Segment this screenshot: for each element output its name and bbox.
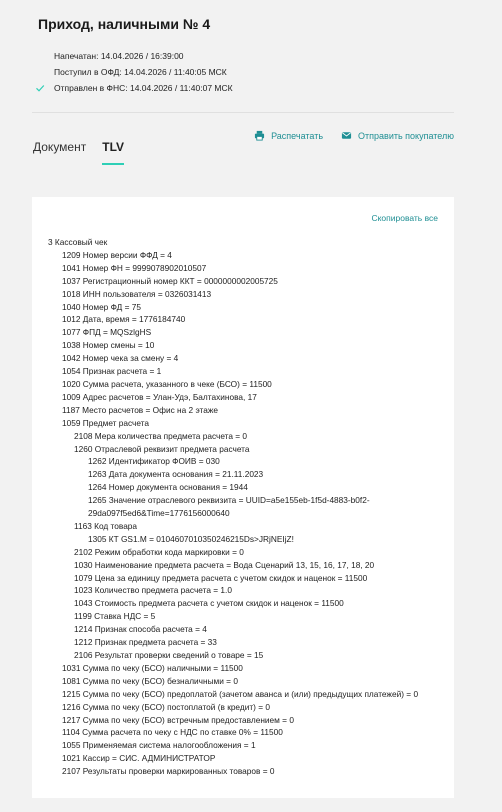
tlv-line: 1037 Регистрационный номер ККТ = 0000000002005725 [62,275,278,286]
print-label: Распечатать [271,130,324,141]
tlv-line: 1018 ИНН пользователя = 0326031413 [62,288,212,299]
tlv-line: 1042 Номер чека за смену = 4 [62,353,179,364]
tlv-line: 1187 Место расчетов = Офис на 2 этаже [62,404,218,415]
send-to-customer-button[interactable] [341,130,454,141]
actions-bar [254,130,454,141]
tlv-line: 1059 Предмет расчета [62,417,150,428]
tlv-line: 1217 Сумма по чеку (БСО) встречным предоставлением = 0 [62,714,294,725]
tlv-line: 2108 Мера количества предмета расчета = 0 [74,430,248,441]
tlv-line: 1104 Сумма расчета по чеку с НДС по ставке 0% = 11500 [62,727,283,738]
tlv-line: 1305 КТ GS1.M = 0104607010350246215Ds>JRjNEIjZ! [88,533,294,544]
tlv-line: 1212 Признак предмета расчета = 33 [74,637,217,648]
receipt-meta [54,50,233,98]
tlv-line: 2107 Результаты проверки маркированных товаров = 0 [62,766,275,777]
tlv-list [48,236,448,778]
tab-tlv[interactable]: TLV [102,140,124,165]
tlv-line: 1262 Идентификатор ФОИВ = 030 [88,456,220,467]
tlv-line: 1041 Номер ФН = 9999078902010507 [62,262,207,273]
tlv-line: 29da097f5ed6&Time=1776156000640 [88,508,230,519]
tlv-line: 1081 Сумма по чеку (БСО) безналичными = 0 [62,675,238,686]
tlv-line: 1163 Код товара [74,520,138,531]
tlv-line: 1038 Номер смены = 10 [62,340,155,351]
envelope-icon [341,130,352,141]
tlv-line: 1012 Дата, время = 1776184740 [62,314,186,325]
tlv-line: 1209 Номер версии ФФД = 4 [62,249,172,260]
tlv-line: 1077 ФПД = MQSzlgHS [62,327,152,338]
fns-sent-line [54,82,233,98]
tlv-card [32,197,454,798]
tlv-line: 1040 Номер ФД = 75 [62,301,141,312]
tabs [33,140,124,165]
copy-all-button[interactable]: Скопировать все [371,213,438,223]
ofd-received-info: Поступил в ОФД: 14.04.2026 / 11:40:05 МСК [54,67,227,77]
fns-sent-info: Отправлен в ФНС: 14.04.2026 / 11:40:07 МСК [54,83,233,93]
tlv-line: 1054 Признак расчета = 1 [62,366,162,377]
tlv-line: 1020 Сумма расчета, указанного в чеке (БСО) = 11500 [62,378,272,389]
tlv-line: 1216 Сумма по чеку (БСО) постоплатой (в кредит) = 0 [62,701,270,712]
page-title: Приход, наличными № 4 [38,16,211,32]
tlv-line: 1043 Стоимость предмета расчета с учетом скидок и наценок = 11500 [74,598,344,609]
tlv-line: 1214 Признак способа расчета = 4 [74,624,207,635]
tlv-line: 1215 Сумма по чеку (БСО) предоплатой (зачетом аванса и (или) предыдущих платежей) = 0 [62,688,419,699]
tlv-line: 2106 Результат проверки сведений о товаре = 15 [74,650,264,660]
tlv-line: 1055 Применяемая система налогообложения = 1 [62,740,256,751]
print-button[interactable] [254,130,323,141]
tlv-line: 1265 Значение отраслевого реквизита = UUID=a5e155eb-1f5d-4883-b0f2- [88,495,370,506]
tlv-line: 2102 Режим обработки кода маркировки = 0 [74,546,244,557]
tlv-line: 1031 Сумма по чеку (БСО) наличными = 11500 [62,662,243,673]
tlv-line: 1264 Номер документа основания = 1944 [88,482,248,493]
tlv-line: 1079 Цена за единицу предмета расчета с учетом скидок и наценок = 11500 [74,572,368,583]
tlv-line: 3 Кассовый чек [48,237,108,247]
tlv-line: 1023 Количество предмета расчета = 1.0 [74,585,232,596]
tlv-line: 1030 Наименование предмета расчета = Вода Сценарий 13, 15, 16, 17, 18, 20 [74,559,375,570]
check-icon [35,83,45,93]
tlv-line: 1199 Ставка НДС = 5 [74,611,156,622]
printer-icon [254,130,265,141]
tlv-line: 1263 Дата документа основания = 21.11.2023 [88,469,264,480]
tlv-line: 1260 Отраслевой реквизит предмета расчета [74,443,250,454]
printed-info: Напечатан: 14.04.2026 / 16:39:00 [54,51,184,61]
send-label: Отправить покупателю [358,130,454,141]
tlv-line: 1021 Кассир = СИС. АДМИНИСТРАТОР [62,753,216,764]
tab-document[interactable]: Документ [33,140,87,154]
tlv-line: 1009 Адрес расчетов = Улан-Удэ, Балтахинова, 17 [62,391,257,402]
divider [32,112,454,113]
